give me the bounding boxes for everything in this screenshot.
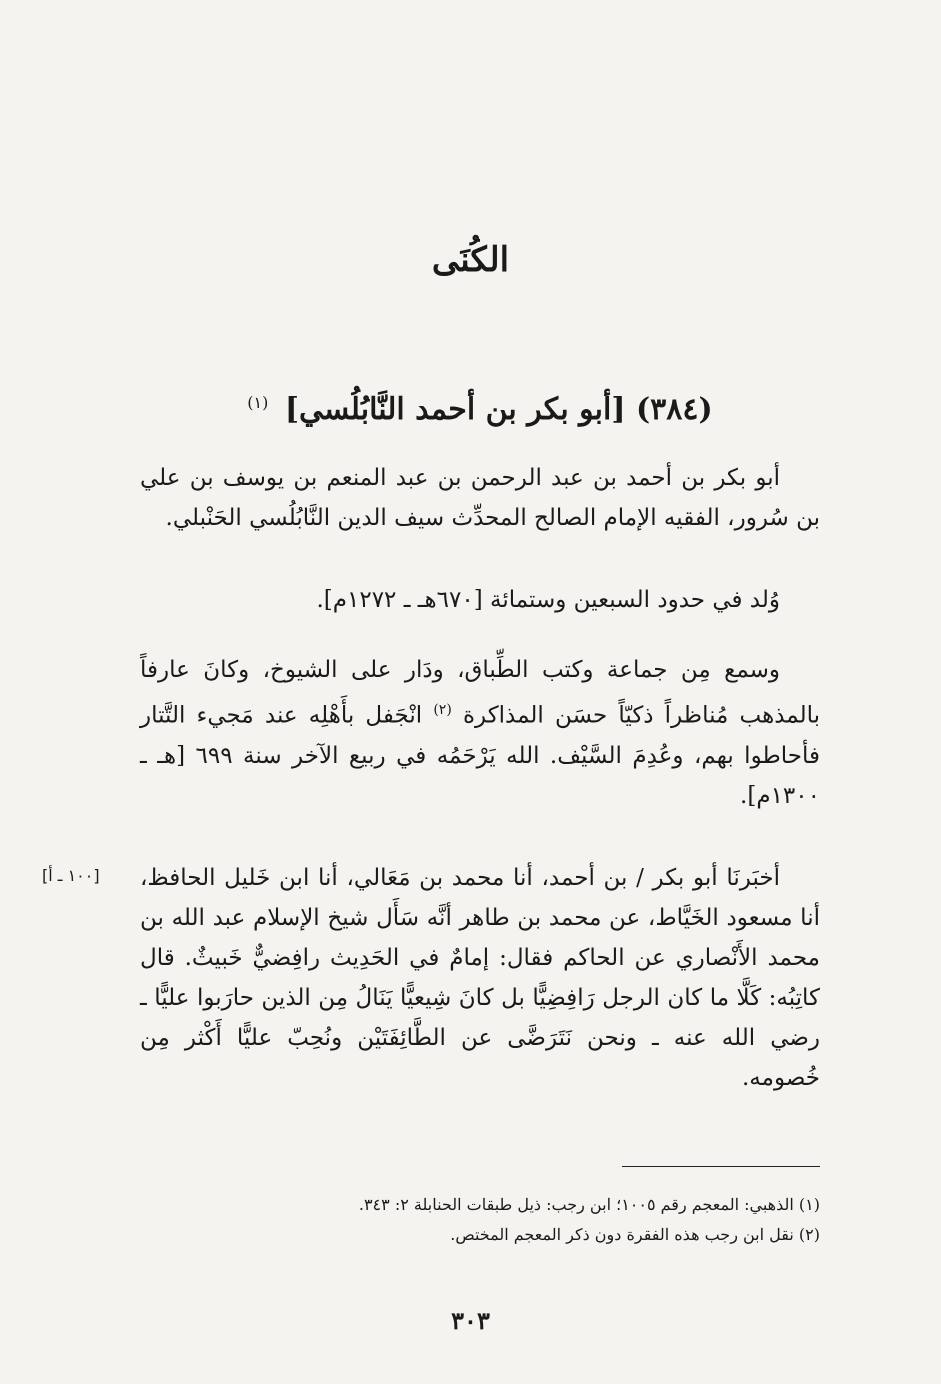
entry-heading-text: (٣٨٤) [أبو بكر بن أحمد النَّابُلُسي] [284,392,713,427]
footnote-2: (٢) نقل ابن رجب هذه الفقرة دون ذكر المعجم المختص. [450,1225,820,1244]
footnote-ref-1: (١) [247,393,269,412]
manuscript-folio-note: [١٠٠ ـ أ] [42,866,100,885]
birth-paragraph: وُلد في حدود السبعين وستمائة [٦٧٠هـ ـ ١٢٧٢م]. [316,587,780,613]
entry-heading [140,392,820,427]
footnotes [140,1190,820,1250]
narration-paragraph: أخبَرنَا أبو بكر / بن أحمد، أنا محمد بن مَعَالي، أنا ابن خَليل الحافظ، أنا مسعود الخَيَّاط، عن محمد بن طاهر أنَّه سَأَل شيخ الإسلام عبد الله بن محمد الأَنْصاري عن الحاكم فقال: إمامٌ في الحَدِيث رافِضيٌّ خَبيثٌ. قال كاتِبُه: كَلَّا ما كان الرجل رَافِضِيًّا بل كانَ شِيعيًّا يَنَالُ مِن الذين حارَبوا عليًّا ـ رضي الله عنه ـ ونحن نَتَرَضَّى عن الطَّائِفَتَيْن ونُحِبّ عليًّا أَكْثر مِن خُصومه. [140,865,820,1091]
footnote-ref-2: (٢) [433,702,452,718]
study-text-b: انْجَفل بأَهْلِه عند مَجيء التَّتار فأحاطوا بهم، وعُدِمَ السَّيْف. الله يَرْحَمُه في ربيع الآخر سنة ٦٩٩ [هـ ـ ١٣٠٠م]. [140,702,820,809]
section-title: الكُنَى [431,240,510,280]
footnote-1: (١) الذهبي: المعجم رقم ١٠٠٥؛ ابن رجب: ذيل طبقات الحنابلة ٢: ٣٤٣. [358,1195,820,1214]
study-text-a: وسمع مِن جماعة وكتب الطِّباق، ودَار على الشيوخ، وكانَ عارفاً بالمذهب مُناظراً ذكيّاً حسَن المذاكرة [140,657,821,729]
page-number: ٣٠٣ [451,1306,490,1335]
biography-paragraph: أبو بكر بن أحمد بن عبد الرحمن بن عبد المنعم بن يوسف بن علي بن سُرور، الفقيه الإمام الصالح المحدِّث سيف الدين النَّابُلُسي الحَنْبلي. [140,465,820,531]
study-paragraph [140,650,820,816]
footnote-divider [622,1166,820,1167]
